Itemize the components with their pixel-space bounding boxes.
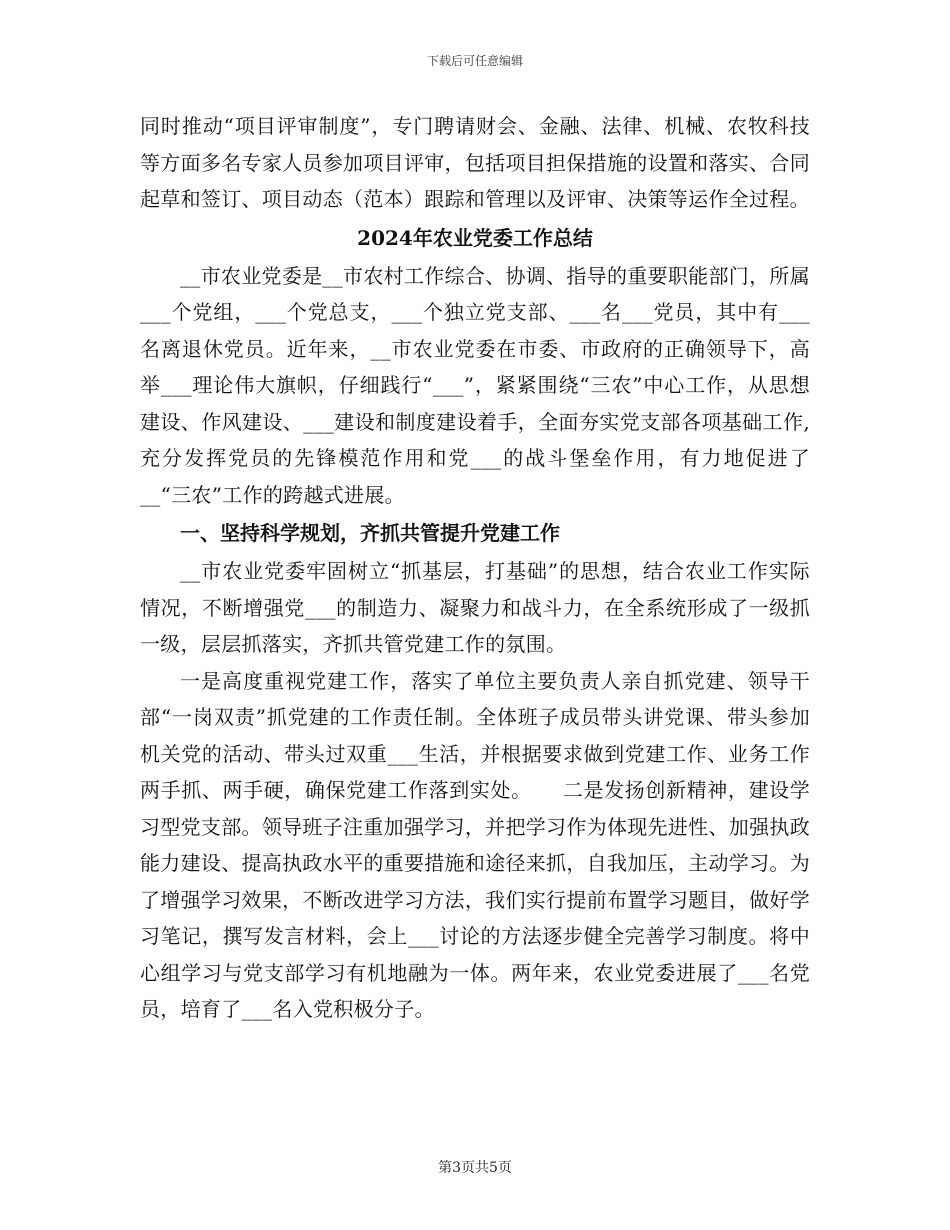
paragraph-2: __市农业党委牢固树立“抓基层，打基础”的思想，结合农业工作实际情况，不断增强党___的制造力、凝聚力和战斗力，在全系统形成了一级抓一级，层层抓落实，齐抓共管党建工作的氛围。	[140, 559, 810, 656]
section-heading-1: 一、坚持科学规划，齐抓共管提升党建工作	[180, 521, 560, 545]
intro-paragraph: 同时推动“项目评审制度”，专门聘请财会、金融、法律、机械、农牧科技等方面多名专家人员参加项目评审，包括项目担保措施的设置和落实、合同起草和签订、项目动态（范本）跟踪和管理以及评审、决策等运作全过程。	[140, 114, 810, 211]
page-number: 第3页共5页	[438, 1160, 512, 1176]
document-body	[140, 108, 810, 1028]
paragraph-1: __市农业党委是__市农村工作综合、协调、指导的重要职能部门，所属___个党组，___个党总支，___个独立党支部、___名___党员，其中有___名离退休党员。近年来，__市农业党委在市委、市政府的正确领导下，高举___理论伟大旗帜，仔细践行“___”，紧紧围绕“三农”中心工作，从思想建设、作风建设、___建设和制度建设着手，全面夯实党支部各项基础工作,充分发挥党员的先锋模范作用和党___的战斗堡垒作用，有力地促进了__“三农”工作的跨越式进展。	[140, 263, 810, 507]
header-note: 下载后可任意编辑	[426, 54, 523, 68]
paragraph-3: 一是高度重视党建工作，落实了单位主要负责人亲自抓党建、领导干部“一岗双责”抓党建的工作责任制。全体班子成员带头讲党课、带头参加机关党的活动、带头过双重___生活，并根据要求做到党建工作、业务工作两手抓、两手硬，确保党建工作落到实处。 二是发扬创新精神，建设学习型党支部。领导班子注重加强学习，并把学习作为体现先进性、加强执政能力建设、提高执政水平的重要措施和途径来抓，自我加压，主动学习。为了增强学习效果，不断改进学习方法，我们实行提前布置学习题目，做好学习笔记，撰写发言材料，会上___讨论的方法逐步健全完善学习制度。将中心组学习与党支部学习有机地融为一体。两年来，农业党委进展了___名党员，培育了___名入党积极分子。	[140, 668, 810, 1021]
document-title: 2024年农业党委工作总结	[357, 225, 593, 250]
